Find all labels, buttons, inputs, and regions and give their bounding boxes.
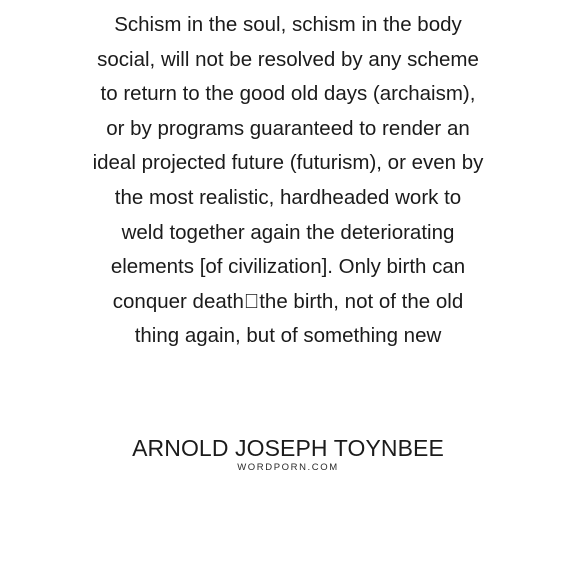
author-name: ARNOLD JOSEPH TOYNBEE — [132, 435, 444, 461]
quote-line: social, will not be resolved by any scheme — [97, 47, 479, 71]
quote-line: Schism in the soul, schism in the body — [114, 13, 462, 36]
quote-line: elements [of civilization]. Only birth can — [110, 255, 466, 279]
quote-line: ideal projected future (futurism), or even by — [92, 151, 484, 175]
quote-line: conquer death the birth, not of the old — [112, 289, 464, 313]
quote-line: the most realistic, hardheaded work to — [114, 185, 462, 209]
quote-text — [0, 8, 576, 354]
quote-line: to return to the good old days (archaism), — [100, 82, 476, 106]
quote-line: thing again, but of something new — [134, 324, 442, 348]
quote-line: or by programs guaranteed to render an — [106, 116, 470, 140]
quote-line: weld together again the deteriorating — [121, 220, 455, 244]
source-site: WORDPORN.COM — [237, 462, 339, 473]
